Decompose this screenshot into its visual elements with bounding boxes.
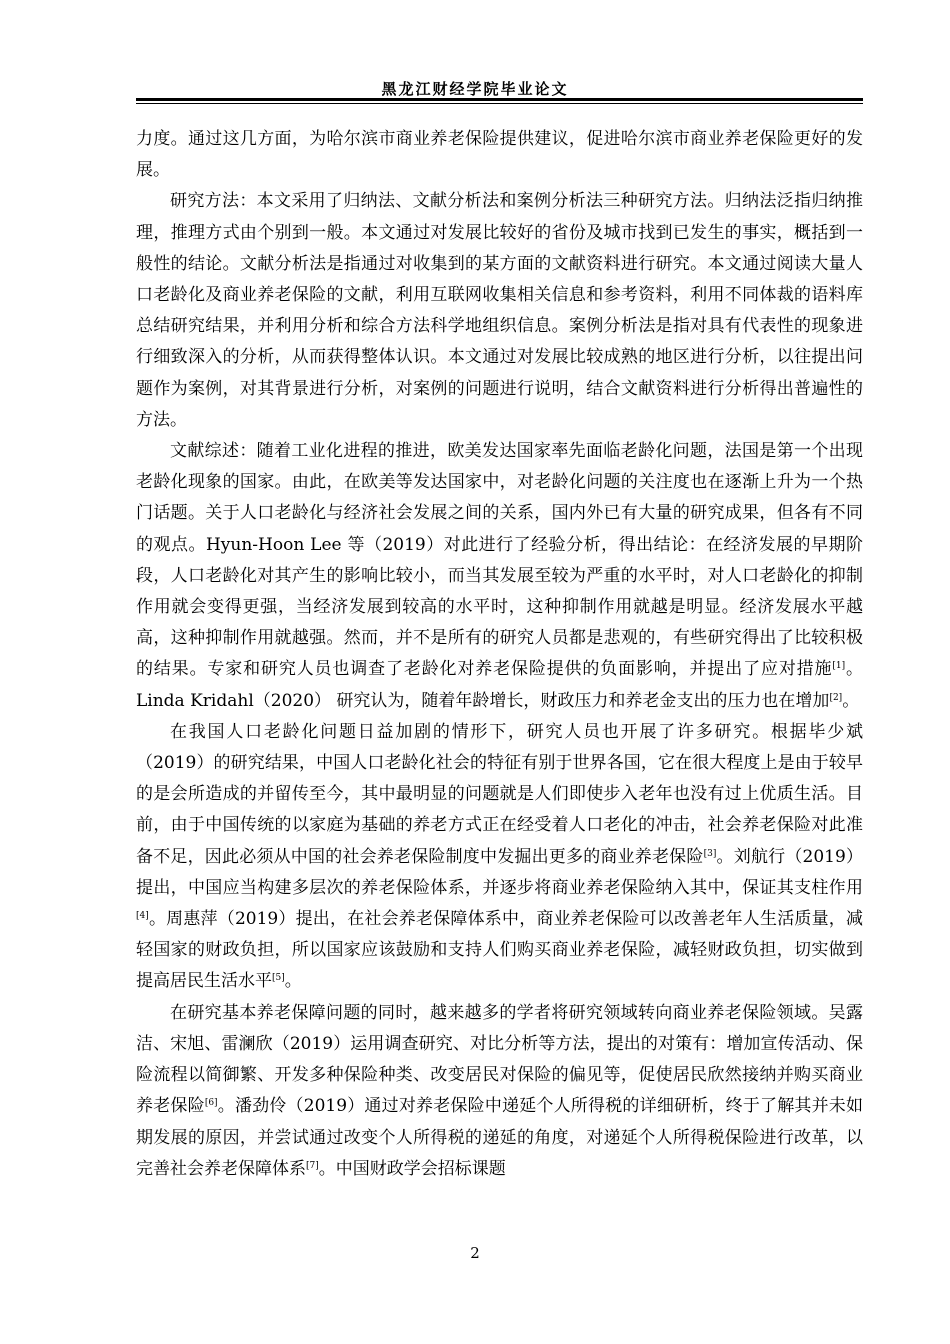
citation-ref-4: [4]: [136, 911, 149, 922]
paragraph-research-methods: 研究方法：本文采用了归纳法、文献分析法和案例分析法三种研究方法。归纳法泛指归纳推理，推理方式由个别到一般。本文通过对发展比较好的省份及城市找到已发生的事实，概括到一般性的结论。文献分析法是指通过对收集到的某方面的文献资料进行研究。本文通过阅读大量人口老龄化及商业养老保险的文献，利用互联网收集相关信息和参考资料，利用不同体裁的语料库总结研究结果，并利用分析和综合方法科学地组织信息。案例分析法是指对具有代表性的现象进行细致深入的分析，从而获得整体认识。本文通过对发展比较成熟的地区进行分析，以往提出问题作为案例，对其背景进行分析，对案例的问题进行说明，结合文献资料进行分析得出普遍性的方法。: [136, 191, 863, 430]
paragraph-commercial-insurance-research: [136, 998, 863, 1185]
body-text: [136, 124, 863, 1185]
paragraph-continuation: 力度。通过这几方面，为哈尔滨市商业养老保险提供建议，促进哈尔滨市商业养老保险更好的发展。: [136, 129, 863, 181]
header-rule-thick: [136, 98, 863, 101]
running-header-title: 黑龙江财经学院毕业论文: [381, 80, 569, 98]
text-run: 。Linda Kridahl（2020） 研究认为，随着年龄增长，财政压力和养老金支出的压力也在增加: [136, 659, 864, 711]
text-run: 。: [842, 690, 860, 711]
paragraph-domestic-research: [136, 717, 863, 998]
text-run: 在我国人口老龄化问题日益加剧的情形下，研究人员也开展了许多研究。根据毕少斌（2019）的研究结果，中国人口老龄化社会的特征有别于世界各国，它在很大程度上是由于较早的是会所造成的并留传至今，其中最明显的问题就是人们即使步入老年也没有过上优质生活。目前，由于中国传统的以家庭为基础的养老方式正在经受着人口老化的冲击，社会养老保险对此准备不足，因此必须从中国的社会养老保险制度中发掘出更多的商业养老保险: [136, 721, 863, 867]
text-run: 。周惠萍（2019）提出，在社会养老保障体系中，商业养老保险可以改善老年人生活质量，减轻国家的财政负担，所以国家应该鼓励和支持人们购买商业养老保险，减轻财政负担，切实做到提高居民生活水平: [136, 909, 863, 992]
text-run: 。: [284, 971, 302, 992]
citation-ref-7: [7]: [306, 1160, 319, 1171]
text-run: 在研究基本养老保障问题的同时，越来越多的学者将研究领域转向商业养老保险领域。吴露洁、宋旭、雷澜欣（2019）运用调查研究、对比分析等方法，提出的对策有：增加宣传活动、保险流程以简御繁、开发多种保险种类、改变居民对保险的偏见等，促使居民欣然接纳并购买商业养老保险: [136, 1002, 863, 1117]
page-number: 2: [470, 1244, 480, 1262]
citation-ref-1: [1]: [832, 661, 846, 672]
text-run: 。刘航行（2019）提出，中国应当构建多层次的养老保险体系，并逐步将商业养老保险纳入其中，保证其支柱作用: [136, 846, 864, 898]
header-rule-thin: [136, 103, 863, 104]
citation-ref-2: [2]: [829, 692, 843, 703]
citation-ref-3: [3]: [703, 848, 717, 859]
text-run: 文献综述：随着工业化进程的推进，欧美发达国家率先面临老龄化问题，法国是第一个出现老龄化现象的国家。由此，在欧美等发达国家中，对老龄化问题的关注度也在逐渐上升为一个热门话题。关于人口老龄化与经济社会发展之间的关系，国内外已有大量的研究成果，但各有不同的观点。Hyun-Hoon Lee 等（2019）对此进行了经验分析，得出结论：在经济发展的早期阶段，人口老龄化对其产生的影响比较小，而当其发展至较为严重的水平时，对人口老龄化的抑制作用就会变得更强，当经济发展到较高的水平时，这种抑制作用就越是明显。经济发展水平越高，这种抑制作用就越强。然而，并不是所有的研究人员都是悲观的，有些研究得出了比较积极的结果。专家和研究人员也调查了老龄化对养老保险提供的负面影响，并提出了应对措施: [136, 441, 863, 680]
paragraph-literature-review: [136, 436, 863, 717]
citation-ref-6: [6]: [204, 1098, 218, 1109]
text-run: 。中国财政学会招标课题: [318, 1158, 506, 1179]
text-run: 。潘劲伶（2019）通过对养老保险中递延个人所得税的详细研析，终于了解其并未如期发展的原因，并尝试通过改变个人所得税的递延的角度，对递延个人所得税保险进行改革，以完善社会养老保障体系: [136, 1096, 864, 1179]
citation-ref-5: [5]: [272, 973, 285, 984]
